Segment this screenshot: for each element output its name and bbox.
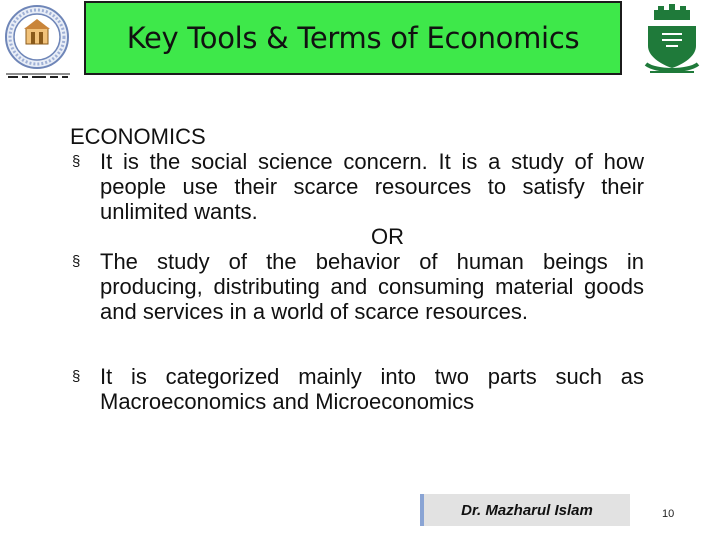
author-name: Dr. Mazharul Islam <box>461 501 593 519</box>
title-banner <box>84 1 622 75</box>
slide-title: Key Tools & Terms of Economics <box>126 21 580 55</box>
bullet-text: The study of the behavior of human beings in producing, distributing and consuming material goods and services in a world of scarce resources. <box>100 249 644 324</box>
bullet-marker-icon: § <box>72 253 81 270</box>
left-university-logo <box>0 4 74 80</box>
author-footer <box>420 494 630 526</box>
bullet-item <box>70 364 644 414</box>
bullet-text: It is categorized mainly into two parts such as Macroeconomics and Microeconomics <box>100 364 644 414</box>
right-university-logo <box>640 4 704 78</box>
slide-content <box>70 124 644 414</box>
or-separator: OR <box>371 224 404 249</box>
page-number: 10 <box>662 508 675 520</box>
section-heading: ECONOMICS <box>70 124 206 149</box>
bullet-marker-icon: § <box>72 153 81 170</box>
bullet-item <box>70 249 644 324</box>
bullet-item <box>70 149 644 224</box>
bullet-text: It is the social science concern. It is a study of how people use their scarce resources to satisfy their unlimited wants. <box>100 149 644 224</box>
bullet-marker-icon: § <box>72 368 81 385</box>
